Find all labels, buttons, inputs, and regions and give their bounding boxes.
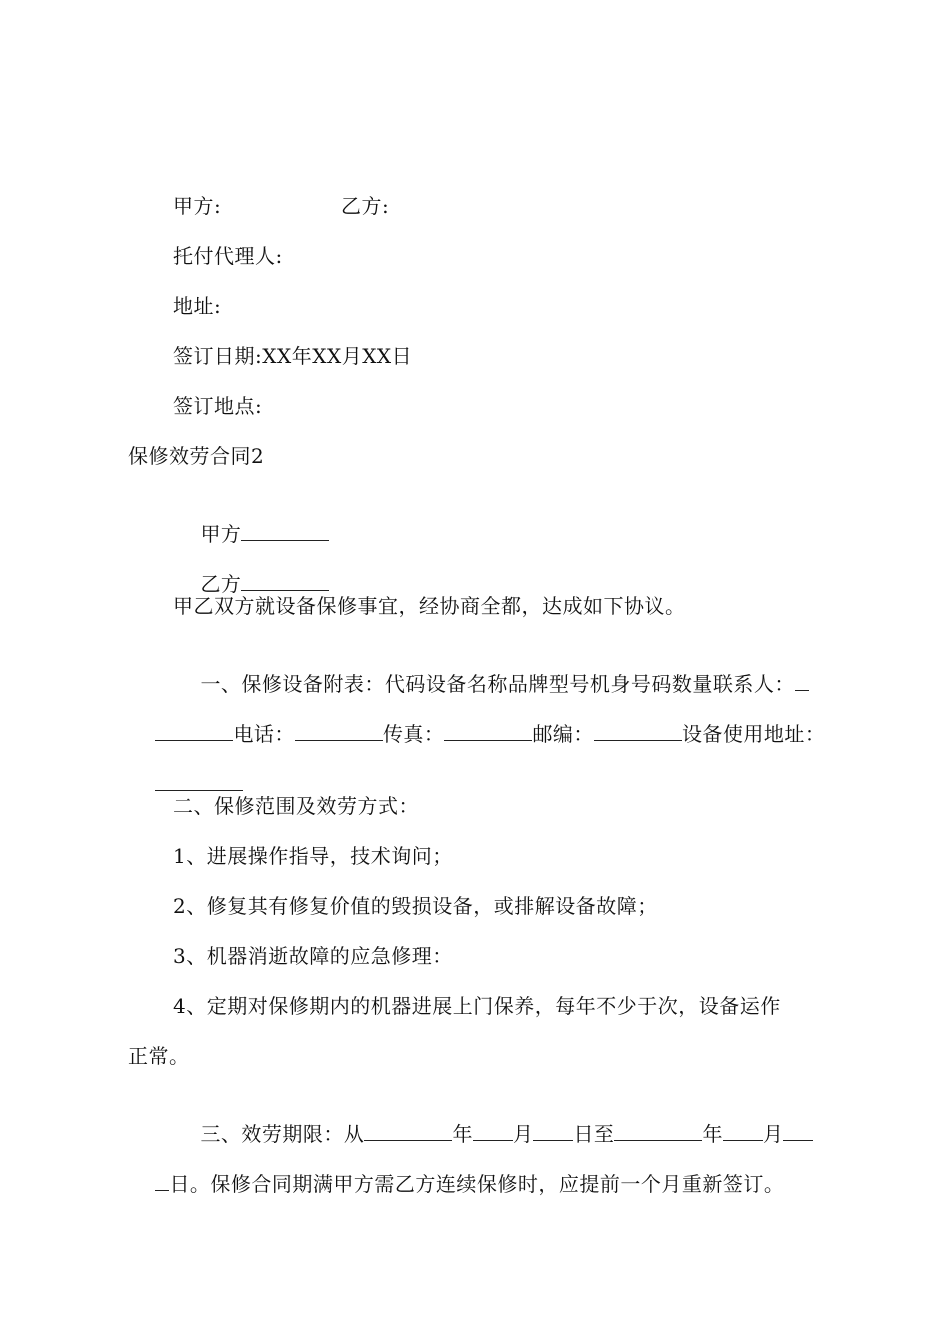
- item3-text-2: 日。保修合同期满甲方需乙方连续保修时，应提前一个月重新签订。: [169, 1172, 785, 1196]
- end-day-blank: [155, 1172, 169, 1191]
- address-label: 地址:: [173, 294, 222, 318]
- month-label-2: 月: [762, 1122, 784, 1146]
- end-month-blank: [723, 1122, 763, 1141]
- party-a2-label: 甲方: [200, 522, 242, 546]
- end-year-blank: [614, 1122, 702, 1141]
- fax-blank: [444, 722, 532, 741]
- party-b2-label: 乙方: [200, 572, 242, 596]
- item3-line2: [128, 1142, 784, 1226]
- item1-text: 一、保修设备附表：代码设备名称品牌型号机身号码数量联系人：: [200, 672, 795, 696]
- sign-date-line: 签订日期:XX年XX月XX日: [173, 344, 413, 368]
- month-label: 月: [512, 1122, 534, 1146]
- party-a2-blank: [241, 522, 329, 541]
- contact-blank: [155, 722, 233, 741]
- party-a-label: 甲方:: [173, 194, 222, 218]
- postcode-label: 邮编：: [532, 722, 594, 746]
- year-label: 年: [452, 1122, 473, 1146]
- phone-blank: [295, 722, 383, 741]
- device-address-blank: [155, 772, 243, 791]
- party-b2-blank: [241, 572, 329, 591]
- item2-1: 1、进展操作指导，技术询问；: [173, 844, 453, 868]
- contact-blank-start: [795, 672, 809, 691]
- item2-heading: 二、保修范围及效劳方式：: [173, 794, 419, 818]
- item2-4-line2: 正常。: [128, 1044, 190, 1068]
- agent-label: 托付代理人:: [173, 244, 283, 268]
- day-to-label: 日至: [573, 1122, 615, 1146]
- sign-place-label: 签订地点:: [173, 394, 263, 418]
- item2-4-line1: 4、定期对保修期内的机器进展上门保养，每年不少于次，设备运作: [173, 994, 781, 1018]
- item3-text: 三、效劳期限：从: [200, 1122, 365, 1146]
- postcode-blank: [594, 722, 682, 741]
- year-label-2: 年: [702, 1122, 723, 1146]
- contract-title: 保修效劳合同2: [128, 444, 265, 468]
- fax-label: 传真：: [382, 722, 445, 746]
- party-b-label: 乙方:: [341, 194, 390, 218]
- start-day-blank: [533, 1122, 573, 1141]
- item2-3: 3、机器消逝故障的应急修理：: [173, 944, 453, 968]
- item2-2: 2、修复其有修复价值的毁损设备，或排解设备故障；: [173, 894, 658, 918]
- start-year-blank: [364, 1122, 452, 1141]
- phone-label: 电话：: [233, 722, 295, 746]
- intro-paragraph: 甲乙双方就设备保修事宜，经协商全都，达成如下协议。: [173, 594, 686, 618]
- end-day-blank-start: [783, 1122, 813, 1141]
- device-address-label: 设备使用地址：: [681, 722, 826, 746]
- start-month-blank: [473, 1122, 513, 1141]
